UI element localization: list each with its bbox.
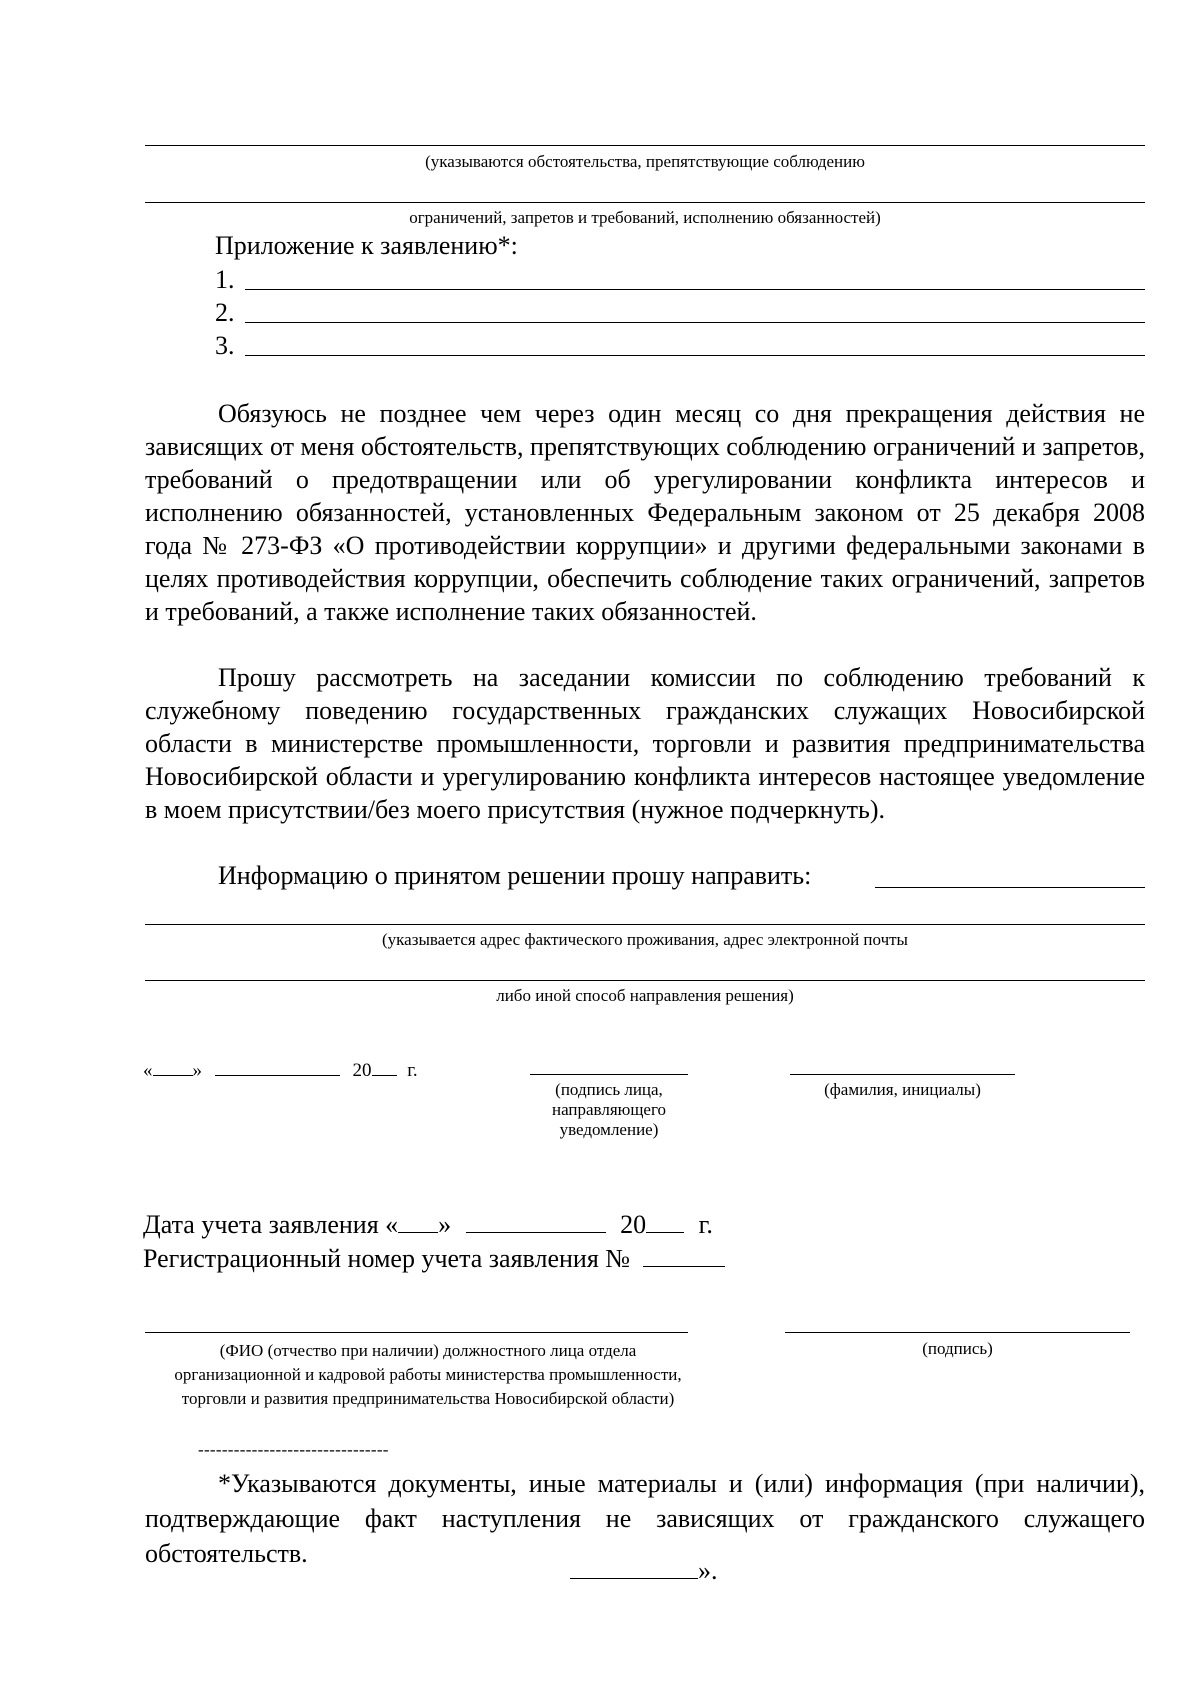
footnote-separator: --------------------------------	[198, 1440, 389, 1459]
info-request-caption-1: (указывается адрес фактического проживания, адрес электронной почты	[382, 930, 908, 949]
sender-signature-line[interactable]	[530, 1074, 688, 1075]
info-request-inline-line[interactable]	[875, 887, 1145, 888]
registration-day-blank[interactable]	[398, 1208, 438, 1233]
appendix-item-1[interactable]	[215, 263, 1145, 296]
closing-text: ».	[698, 1556, 718, 1585]
footnote-text: *Указываются документы, иные материалы и (или) информация (при наличии), подтверждающие факт наступления не зависящих от гражданского служащего обстоятельств.	[145, 1469, 1145, 1568]
info-request-label: Информацию о принятом решении прошу направить:	[218, 861, 812, 890]
circumstances-line-2[interactable]	[145, 202, 1145, 203]
official-signature-caption: (подпись)	[922, 1339, 993, 1358]
request-paragraph: Прошу рассмотреть на заседании комиссии по соблюдению требований к служебному поведению государственных гражданских служащих Новосибирской области в министерстве промышленности, торговли и развития предпринимательства Новосибирской области и урегулированию конфликта интересов настоящее уведомление в моем присутствии/без моего присутствия (нужное подчеркнуть).	[145, 663, 1145, 824]
info-request-caption-2: либо иной способ направления решения)	[496, 986, 794, 1005]
official-signature-line[interactable]	[785, 1332, 1130, 1333]
appendix-item-line[interactable]	[245, 322, 1145, 323]
appendix-title: Приложение к заявлению*:	[215, 231, 518, 260]
info-request-line-2[interactable]	[145, 980, 1145, 981]
closing-blank[interactable]	[570, 1554, 698, 1579]
registration-year-blank[interactable]	[646, 1208, 684, 1233]
appendix-item-2[interactable]	[215, 296, 1145, 329]
registration-date-label: Дата учета заявления «	[143, 1210, 399, 1239]
obligation-paragraph: Обязуюсь не позднее чем через один месяц со дня прекращения действия не зависящих от меня обстоятельств, препятствующих соблюдению ограничений и запретов, требований о предотвращении или об урегулировании конфликта интересов и исполнению обязанностей, установленных Федеральным законом от 25 декабря 2008 года № 273-ФЗ «О противодействии коррупции» и другими федеральными законами в целях противодействия коррупции, обеспечить соблюдение таких ограничений, запретов и требований, а также исполнение таких обязанностей.	[145, 399, 1145, 626]
sender-signature-caption: (подпись лица, направляющего уведомление)	[551, 1080, 667, 1139]
closing-mark	[570, 1554, 718, 1587]
date-day-blank[interactable]	[153, 1055, 193, 1076]
registration-date[interactable]	[143, 1208, 713, 1241]
appendix-item-number: 2.	[215, 298, 235, 327]
appendix-item-line[interactable]	[245, 355, 1145, 356]
sender-name-caption: (фамилия, инициалы)	[824, 1080, 981, 1099]
registration-year-suffix: г.	[698, 1210, 713, 1239]
date-year-blank[interactable]	[372, 1055, 397, 1076]
registration-month-blank[interactable]	[466, 1208, 606, 1233]
registration-number[interactable]	[143, 1242, 725, 1275]
date-year-prefix: 20	[352, 1060, 372, 1081]
appendix-item-number: 3.	[215, 331, 235, 360]
registration-date-quote-close: »	[438, 1210, 452, 1239]
sender-name-line[interactable]	[790, 1074, 1015, 1075]
signature-date[interactable]	[143, 1055, 418, 1082]
appendix-item-line[interactable]	[245, 289, 1145, 290]
info-request-line-1[interactable]	[145, 924, 1145, 925]
circumstances-caption-2: ограничений, запретов и требований, исполнению обязанностей)	[409, 208, 881, 227]
date-month-blank[interactable]	[215, 1055, 340, 1076]
registration-number-blank[interactable]	[643, 1242, 725, 1267]
date-quote-open: «	[143, 1060, 153, 1081]
date-quote-close: »	[192, 1060, 202, 1081]
circumstances-line-1[interactable]	[145, 145, 1145, 146]
date-year-suffix: г.	[407, 1060, 418, 1081]
appendix-item-number: 1.	[215, 265, 235, 294]
official-name-caption: (ФИО (отчество при наличии) должностного лица отдела организационной и кадровой работы министерства промышленности, торговли и развития предпринимательства Новосибирской области)	[174, 1341, 682, 1408]
circumstances-caption-1: (указываются обстоятельства, препятствующие соблюдению	[425, 152, 865, 171]
registration-year-prefix: 20	[620, 1210, 647, 1239]
official-name-line[interactable]	[145, 1332, 688, 1333]
appendix-item-3[interactable]	[215, 329, 1145, 362]
registration-number-label: Регистрационный номер учета заявления №	[143, 1244, 631, 1273]
